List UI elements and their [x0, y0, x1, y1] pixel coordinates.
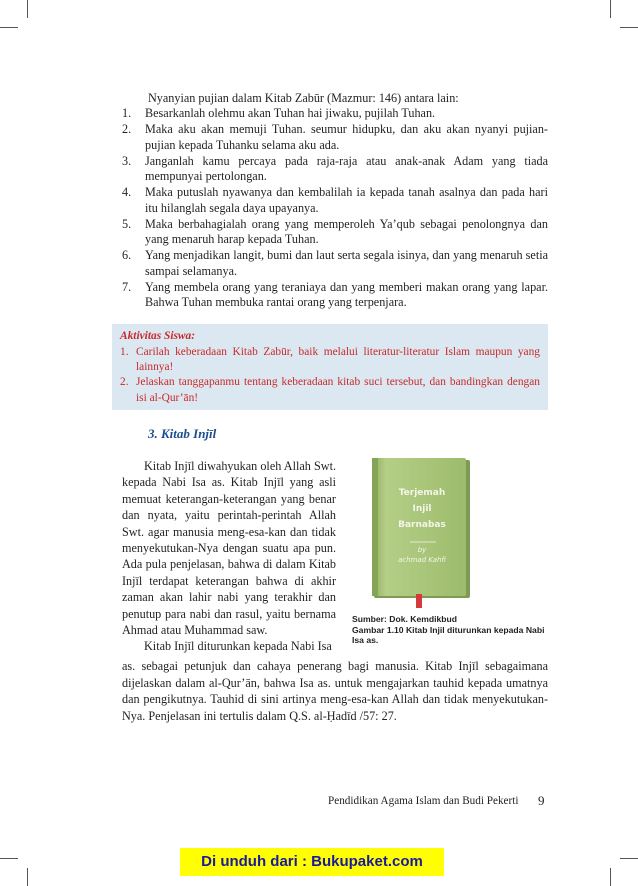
item-text: Jelaskan tanggapanmu tentang keberadaan kitab suci tersebut, dan bandingkan dengan isi al-Qur’ān! [136, 376, 540, 404]
page-number: 9 [538, 793, 545, 808]
section-heading: 3. Kitab Injīl [148, 426, 217, 441]
list-item [122, 280, 548, 311]
crop-mark [620, 858, 638, 859]
item-text: Maka aku akan memuji Tuhan. seumur hidupku, dan aku akan nyanyi pujian-pujian kepada Tuhanku selama aku ada. [145, 121, 548, 152]
psalm-list [122, 106, 548, 311]
download-banner[interactable]: Di unduh dari : Bukupaket.com [180, 848, 444, 876]
item-number: 5. [122, 216, 132, 231]
injil-full-paragraph: as. sebagai petunjuk dan cahaya penerang bagi manusia. Kitab Injīl sebagaimana dijelaskan dalam al-Qur’ān, bahwa Isa as. untuk mengajarkan tauhid kepada umatnya dan pengikutnya. Tauhid di sini artinya meng-esa-kan Allah dan tidak menyekutukan-Nya. Penjelasan ini tertulis dalam Q.S. al-Ḥadīd /57: 27. [122, 659, 548, 723]
book-illustration [372, 458, 472, 608]
cover-by: by [417, 546, 427, 554]
list-item [122, 106, 548, 122]
list-item [122, 154, 548, 185]
item-text: Maka berbahagialah orang yang memperoleh Ya’qub sebagai penolongnya dan yang menaruh harap kepada Tuhan. [145, 216, 548, 247]
list-item [122, 217, 548, 248]
item-number: 2. [122, 121, 132, 136]
caption-source: Sumber: Dok. Kemdikbud [352, 614, 458, 624]
psalm-intro: Nyanyian pujian dalam Kitab Zabūr (Mazmur: 146) antara lain: [148, 91, 459, 105]
item-number: 6. [122, 248, 132, 263]
paragraph: Kitab Injīl diwahyukan oleh Allah Swt. kepada Nabi Isa as. Kitab Injīl yang asli memuat keterangan-keterangan yang benar dan nyata, yaitu perintah-perintah Allah Swt. agar manusia meng-esa-kan dan tidak menyekutukan-Nya dengan suatu apa pun. Ada pula penjelasan, bahwa di dalam Kitab Injīl terdapat keterangan bahwa di akhir zaman akan lahir nabi yang terakhir dan penutup para nabi dan rasul, yaitu bernama Ahmad atau Muhammad saw. [122, 459, 336, 638]
cover-author: achmad Kahfi [398, 556, 446, 564]
crop-mark [610, 868, 611, 886]
paragraph: Kitab Injīl diturunkan kepada Nabi Isa [144, 639, 332, 654]
activity-title: Aktivitas Siswa: [120, 330, 196, 342]
list-item [120, 375, 540, 405]
caption-text: Gambar 1.10 Kitab Injil diturunkan kepada Nabi Isa as. [352, 624, 545, 646]
item-text: Yang menjadikan langit, bumi dan laut serta segala isinya, dan yang menaruh setia sampai selamanya. [145, 248, 548, 278]
cover-title-line: Barnabas [398, 520, 446, 530]
list-item [120, 345, 540, 375]
activity-box [112, 324, 548, 410]
bookmark-ribbon [416, 594, 422, 608]
item-number: 4. [122, 185, 132, 200]
cover-title-line: Terjemah [398, 488, 446, 498]
item-number: 7. [122, 279, 132, 294]
list-item [122, 248, 548, 279]
injil-column-text [122, 458, 336, 655]
item-number: 1. [120, 346, 129, 358]
item-text: Yang membela orang yang teraniaya dan yang memberi makan orang yang lapar. Bahwa Tuhan membuka rantai orang yang terpenjara. [145, 279, 548, 310]
list-item [122, 122, 548, 153]
item-text: Janganlah kamu percaya pada raja-raja atau anak-anak Adam yang tiada mempunyai pertolongan. [145, 153, 548, 184]
crop-mark [620, 27, 638, 28]
item-number: 1. [122, 106, 132, 120]
crop-mark [610, 0, 611, 18]
cover-title-line: Injil [412, 504, 432, 514]
item-number: 2. [120, 376, 129, 389]
crop-mark [0, 27, 18, 28]
crop-mark [27, 868, 28, 886]
item-text: Besarkanlah olehmu akan Tuhan hai jiwaku, pujilah Tuhan. [145, 106, 436, 120]
item-text: Carilah keberadaan Kitab Zabūr, baik melalui literatur-literatur Islam maupun yang lainnya! [136, 346, 540, 374]
item-number: 3. [122, 153, 132, 168]
footer-book-title: Pendidikan Agama Islam dan Budi Pekerti [328, 795, 519, 807]
crop-mark [27, 0, 28, 18]
book-cover-image [372, 458, 472, 608]
list-item [122, 185, 548, 216]
item-text: Maka putuslah nyawanya dan kembalilah ia kepada tanah asalnya dan pada hari itu hilanglah segala daya upayanya. [145, 185, 548, 215]
crop-mark [0, 858, 18, 859]
activity-list [120, 345, 540, 406]
figure-caption [352, 614, 548, 646]
